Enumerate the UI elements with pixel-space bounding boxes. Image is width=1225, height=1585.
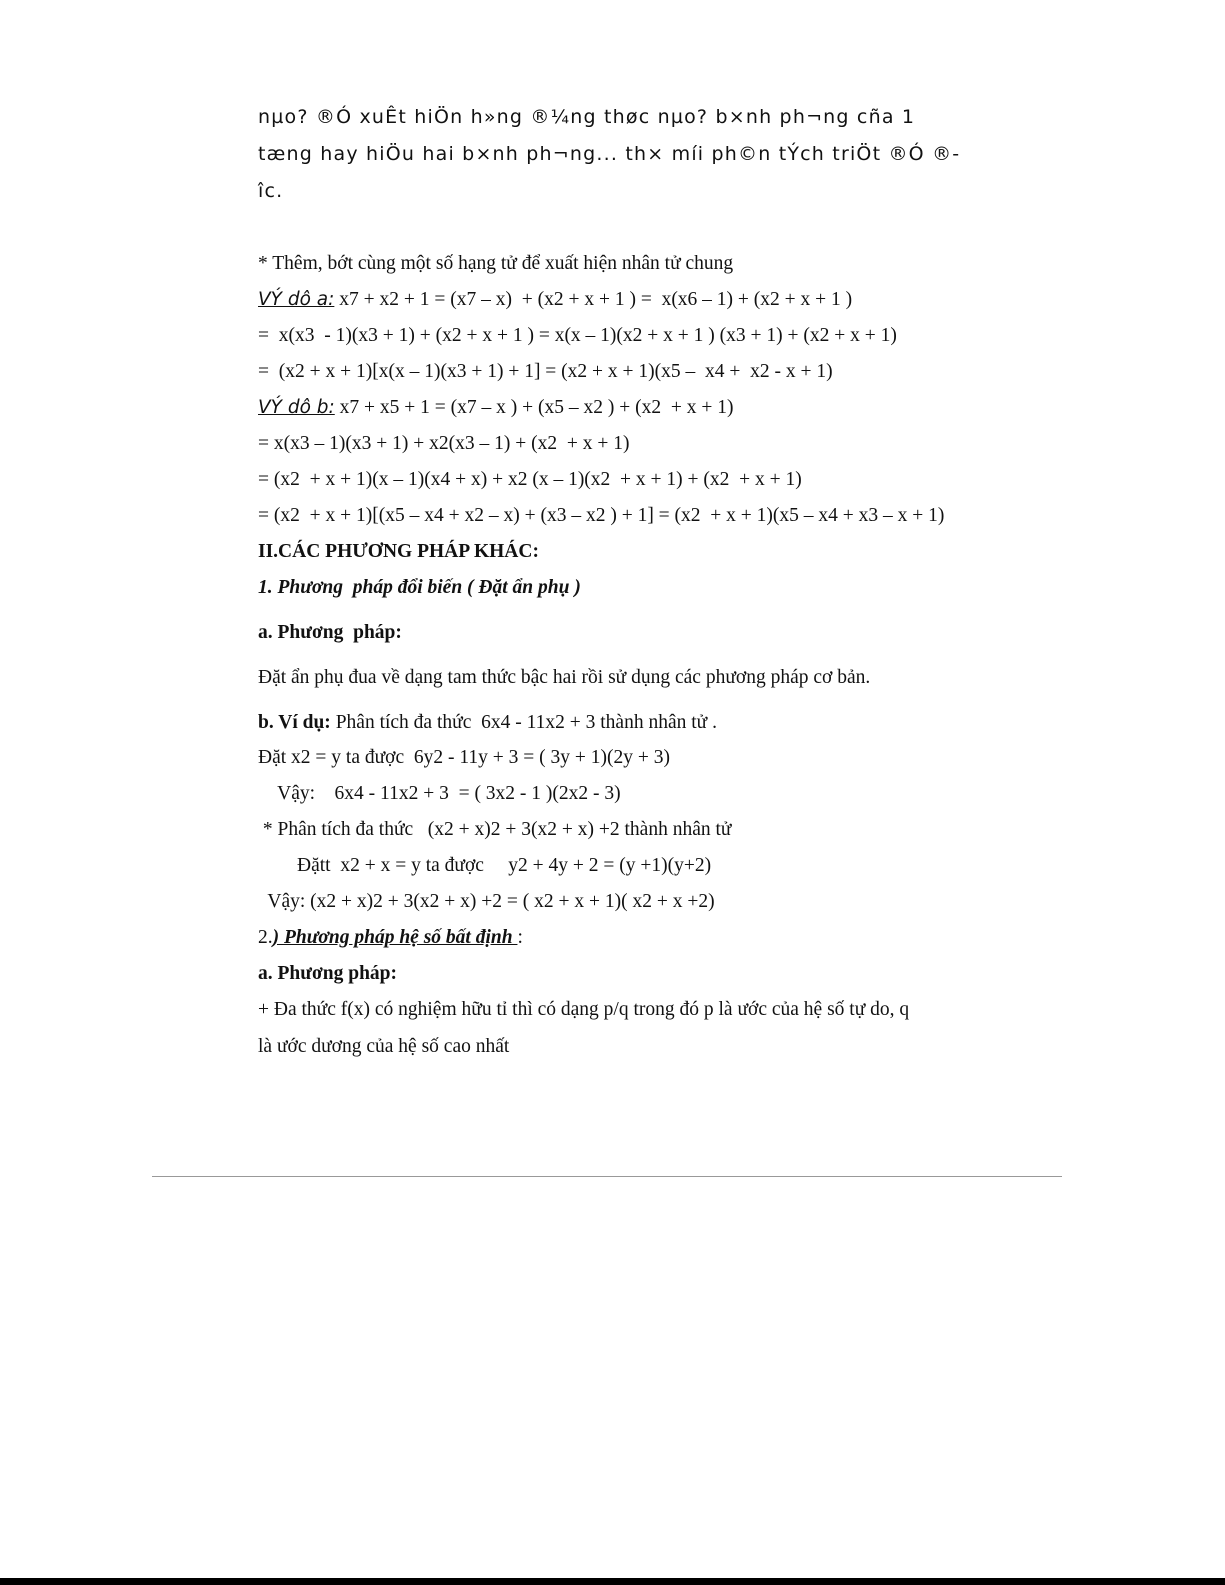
example-b-line-3: = (x2 + x + 1)(x – 1)(x4 + x) + x2 (x – 1)(x2 + x + 1) + (x2 + x + 1) xyxy=(258,469,802,490)
page-bottom-edge xyxy=(0,1578,1225,1585)
method-2-a-label: a. Phương pháp: xyxy=(258,963,398,984)
method-2-title-line xyxy=(258,927,523,949)
example-b-line-2: = x(x3 – 1)(x3 + 1) + x2(x3 – 1) + (x2 + x + 1) xyxy=(258,433,630,454)
method-1-line-3: * Phân tích đa thức (x2 + x)2 + 3(x2 + x) +2 thành nhân tử xyxy=(258,819,732,840)
example-a-line-1 xyxy=(258,289,852,311)
method-2-text-1: + Đa thức f(x) có nghiệm hữu tỉ thì có dạng p/q trong đó p là ước của hệ số tự do, q xyxy=(258,999,910,1020)
method-1-line-2: Vậy: 6x4 - 11x2 + 3 = ( 3x2 - 1 )(2x2 - 3) xyxy=(258,783,621,804)
method-1-line-5: Vậy: (x2 + x)2 + 3(x2 + x) +2 = ( x2 + x + 1)( x2 + x +2) xyxy=(258,891,715,912)
method-1-b-label: b. Ví dụ: xyxy=(258,712,331,733)
method-1-line-4: Đặtt x2 + x = y ta được y2 + 4y + 2 = (y +1)(y+2) xyxy=(258,855,712,876)
example-a-line-3: = (x2 + x + 1)[x(x – 1)(x3 + 1) + 1] = (x2 + x + 1)(x5 – x4 + x2 - x + 1) xyxy=(258,361,833,382)
intro-line-3: îc. xyxy=(258,180,284,202)
method-1-b-line xyxy=(258,712,717,734)
example-b-label: VÝ dô b: xyxy=(258,397,335,418)
intro-line-2: tæng hay hiÖu hai b×nh ph¬ng... th× míi ph©n tÝch triÖt ®Ó ®- xyxy=(258,143,961,165)
example-a-formula-1: x7 + x2 + 1 = (x7 – x) + (x2 + x + 1 ) = x(x6 – 1) + (x2 + x + 1 ) xyxy=(334,289,853,310)
page-divider xyxy=(152,1176,1062,1177)
method-1-b-text: Phân tích đa thức 6x4 - 11x2 + 3 thành nhân tử . xyxy=(330,712,717,733)
method-1-title: 1. Phương pháp đổi biến ( Đặt ẩn phụ ) xyxy=(258,577,581,598)
method-1-line-1: Đặt x2 = y ta được 6y2 - 11y + 3 = ( 3y + 1)(2y + 3) xyxy=(258,747,670,768)
example-b-line-1 xyxy=(258,397,733,419)
example-b-line-4: = (x2 + x + 1)[(x5 – x4 + x2 – x) + (x3 – x2 ) + 1] = (x2 + x + 1)(x5 – x4 + x3 – x + 1) xyxy=(258,505,945,526)
method-1-a-label: a. Phương pháp: xyxy=(258,622,402,643)
method-2-prefix: 2. xyxy=(258,927,273,948)
method-2-title: ) Phương pháp hệ số bất định xyxy=(272,927,518,948)
add-subtract-heading: * Thêm, bớt cùng một số hạng tử để xuất hiện nhân tử chung xyxy=(258,253,734,274)
intro-line-1: nµo? ®Ó xuÊt hiÖn h»ng ®¼ng thøc nµo? b×nh ph¬ng cña 1 xyxy=(258,106,916,128)
method-2-text-2: là ước dương của hệ số cao nhất xyxy=(258,1036,510,1057)
method-1-a-text: Đặt ẩn phụ đua về dạng tam thức bậc hai rồi sử dụng các phương pháp cơ bản. xyxy=(258,667,871,688)
method-2-suffix: : xyxy=(517,927,523,948)
section-2-title: II.CÁC PHƯƠNG PHÁP KHÁC: xyxy=(258,541,539,562)
example-b-formula-1: x7 + x5 + 1 = (x7 – x ) + (x5 – x2 ) + (x2 + x + 1) xyxy=(334,397,734,418)
example-a-label: VÝ dô a: xyxy=(258,289,335,310)
example-a-line-2: = x(x3 - 1)(x3 + 1) + (x2 + x + 1 ) = x(x – 1)(x2 + x + 1 ) (x3 + 1) + (x2 + x + 1) xyxy=(258,325,897,346)
